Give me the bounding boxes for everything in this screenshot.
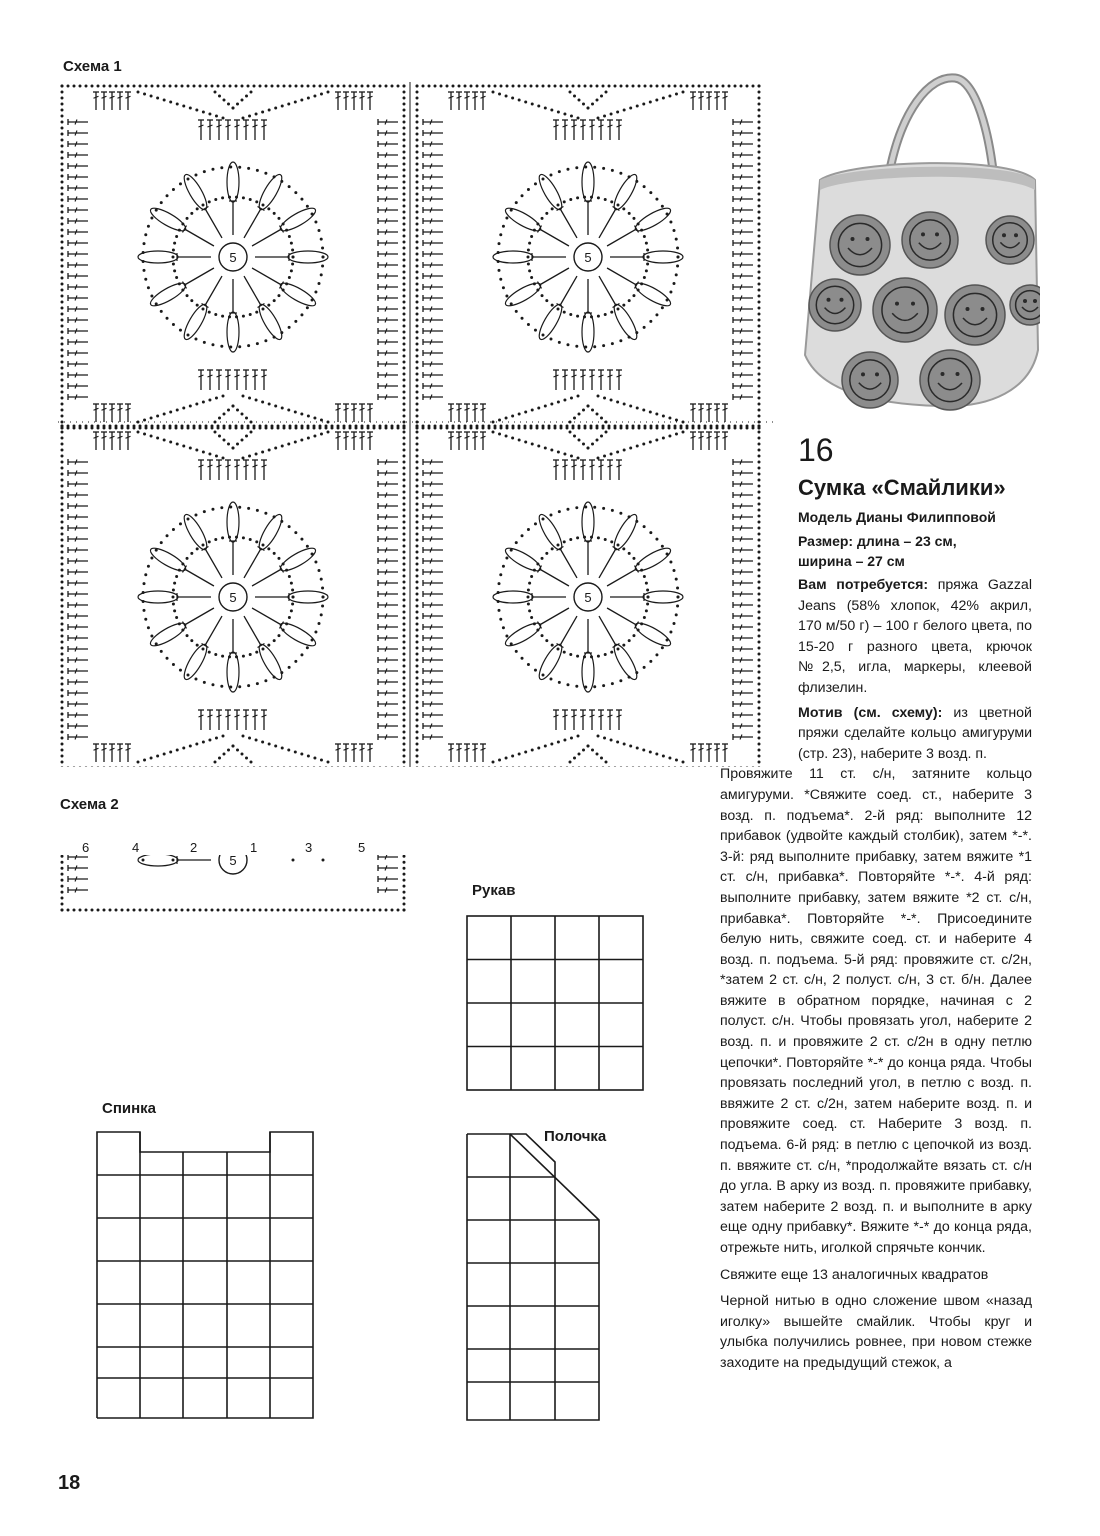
materials-label: Вам потребуется:	[798, 577, 929, 593]
scheme-2-half-motif	[61, 855, 406, 912]
motif-paragraph-start	[798, 703, 1032, 765]
motif-text-b: Провяжите 11 ст. с/н, затяните кольцо амигуруми. *Свяжите соед. ст., наберите 3 возд. п. подъема*. 2-й ряд: выполните 12 прибавок (удвойте каждый столбик), затем *-*. 3-й: ряд выполните прибавку, затем вяжите *1 ст. с/н, прибавка*. Повторяйте *-*. 4-й ряд: выполните прибавку, затем вяжите *2 ст. с/н, прибавка*. Повторяйте *-*. Присоедините белую нить, свяжите соед. ст. и наберите 4 возд. п. подъема. 5-й ряд: провяжите ст. с/2н, *затем 2 ст. с/н, 2 полуст. с/н, 3 ст. б/н. Далее вяжите в обратном порядке, начиная с 2 полуст. с/н. Чтобы провязать угол, наберите 2 возд. п. и провяжите 2 ст. с/2н в одну петлю цепочки*. Повторяйте *-* до конца ряда. Чтобы провязать последний угол, в петлю с возд. п. ввяжите 2 ст. с/2н, затем наберите возд. п. и провяжите соед. ст. Наберите 3 возд. п. подъема. 6-й ряд: в петлю с цепочкой из возд. п. ввяжите ст. с/н, *продолжайте вязать ст. с/н до угла. В арку из возд. п. провяжите прибавку, затем наберите 2 возд. п. и выполните в арку еще одну прибавку*. Вяжите *-* до конца ряда, отрежьте нить, иголкой спрячьте кончик.	[720, 766, 1032, 1256]
embroidery-text: Черной нитью в одно сложение швом «назад иголку» вышейте смайлик. Чтобы круг и улыбка получились ровнее, при новом стежке заходите на предыдущий стежок, а	[720, 1293, 1032, 1371]
front-grid	[466, 1132, 602, 1422]
size-line-1: Размер: длина – 23 см,	[798, 533, 957, 549]
scheme-1-chart	[58, 82, 778, 767]
issue-number: 16	[798, 432, 834, 468]
center-ring-label: 5	[229, 590, 237, 605]
size-info	[798, 531, 1032, 571]
center-ring-label: 5	[229, 250, 237, 265]
front-label: Полочка	[544, 1128, 607, 1145]
repeat-text: Свяжите еще 13 аналогичных квадратов	[720, 1266, 989, 1283]
size-line-2: ширина – 27 см	[798, 553, 905, 569]
sleeve-label: Рукав	[472, 882, 516, 899]
center-ring-label: 5	[584, 250, 592, 265]
materials-paragraph	[798, 575, 1032, 699]
model-credit: Модель Дианы Филипповой	[798, 509, 996, 525]
scheme-2-label: Схема 2	[60, 796, 119, 813]
row-number: 2	[190, 840, 198, 855]
scheme-2-chart	[58, 855, 420, 1045]
center-ring-label: 5	[229, 855, 237, 868]
back-label: Спинка	[102, 1100, 157, 1117]
bag-illustration	[790, 70, 1040, 415]
row-number: 5	[358, 840, 366, 855]
sleeve-grid	[466, 914, 646, 1092]
row-number: 6	[82, 840, 90, 855]
page-number: 18	[58, 1472, 81, 1494]
article-title: Сумка «Смайлики»	[798, 475, 1006, 500]
back-grid	[96, 1130, 318, 1420]
article	[700, 432, 1032, 1374]
motif-label: Мотив (см. схему):	[798, 704, 943, 721]
row-number: 4	[132, 840, 140, 855]
row-number: 3	[305, 840, 313, 855]
scheme-1-label: Схема 1	[63, 58, 122, 75]
center-ring-label: 5	[584, 590, 592, 605]
materials-text: пряжа Gazzal Jeans (58% хлопок, 42% акрил, 170 м/50 г) – 100 г белого цвета, по 15-20 г разного цвета, крючок №2,5, игла, маркеры, клеевой флизелин.	[798, 577, 1032, 696]
scheme-1-motifs	[58, 82, 778, 767]
row-number: 1	[250, 840, 258, 855]
motif-text-a: из цветной пряжи сделайте кольцо амигуруми (стр. 23), наберите 3 возд. п.	[798, 704, 1032, 762]
bag-photo	[790, 70, 1040, 415]
